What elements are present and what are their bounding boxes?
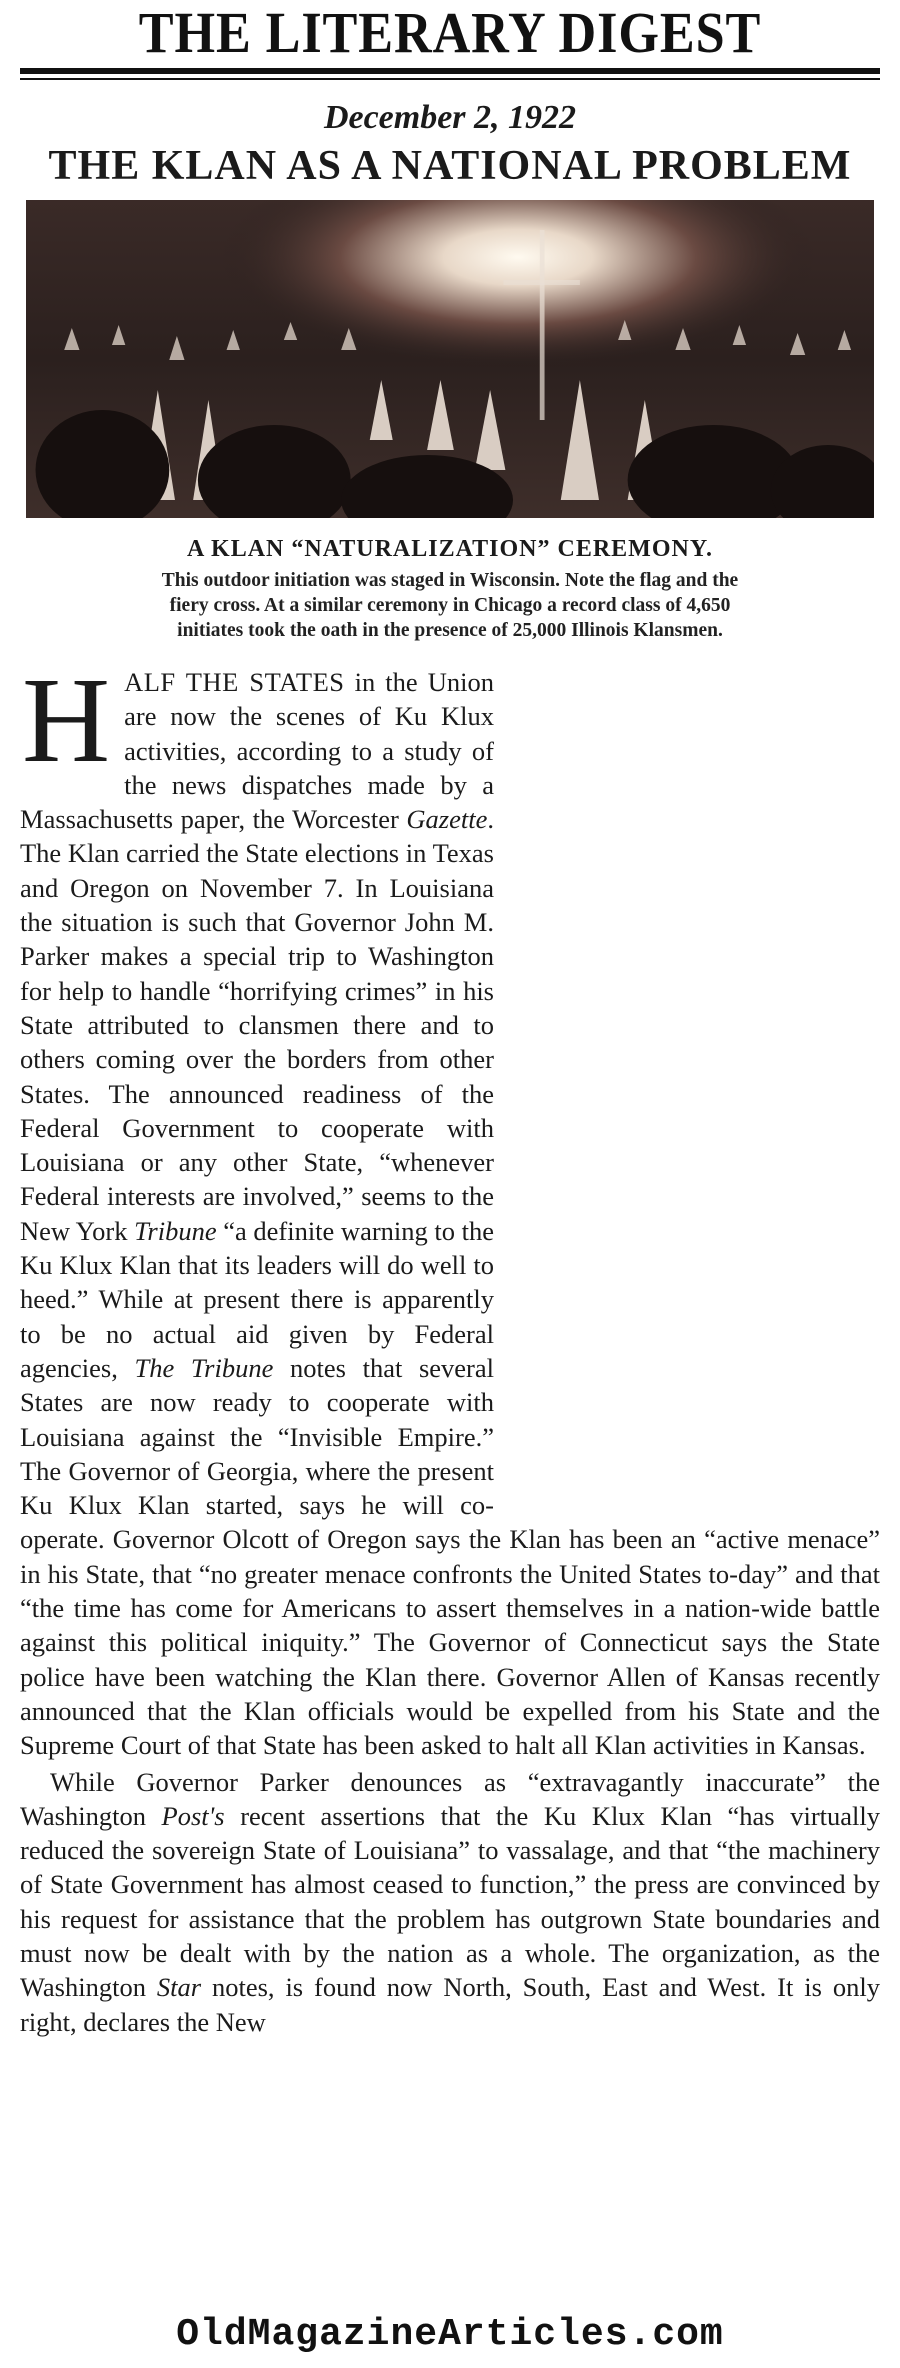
publication-name: Star: [156, 1972, 202, 2003]
publication-name: Post's: [161, 1800, 225, 1831]
text-run: “a definite warning to the Ku Klux Klan that its leaders will do well to heed.” While at present there is apparently to be no actual aid given by Federal agencies,: [20, 1215, 495, 1383]
text-run: notes that several States are now ready to cooperate with Louisiana against the “Invisible Empire.” The Governor of Georgia, where the present Ku Klux Klan started, says he will cooperate. Governor Olcott of Oregon says the Klan has been an “active menace” in his State, that “no greater menace confronts the United States to-day” and that “the time has come for Americans to assert themselves in a nation-wide battle against this political iniquity.” The Governor of Connecticut says the State police have been watching the Klan there. Governor Allen of Kansas recently announced that the Klan officials would be expelled from his State and the Supreme Court of that State has been asked to halt all Klan activities in Kansas.: [20, 1352, 880, 1761]
image-gap: [510, 768, 880, 1488]
photo-caption-line: initiates took the oath in the presence of 25,000 Illinois Klansmen.: [177, 620, 723, 641]
text-run: notes, is found now North, South, East and West. It is only right, declares the New: [20, 1972, 880, 2037]
article-headline: THE KLAN AS A NATIONAL PROBLEM: [48, 143, 852, 189]
text-run: While Governor Parker denounces as “extravagantly inaccurate” the Washington: [20, 1766, 880, 1831]
publication-name: The Tribune: [134, 1352, 274, 1383]
source-watermark: OldMagazineArticles.com: [176, 2313, 724, 2356]
publication-name: Gazette: [406, 804, 488, 835]
drop-cap: H: [22, 653, 111, 788]
masthead-rule-thick: [20, 68, 880, 74]
photo-caption-text: [40, 568, 860, 643]
publication-name: Tribune: [134, 1215, 217, 1246]
masthead: THE LITERARY DIGEST: [138, 0, 762, 65]
lead-caps: ALF THE STATES: [124, 667, 345, 697]
photo-caption-line: This outdoor initiation was staged in Wisconsin. Note the flag and the: [161, 570, 739, 591]
photo-caption-line: fiery cross. At a similar ceremony in Chicago a record class of 4,650: [169, 595, 731, 616]
ceremony-photo: [26, 200, 874, 518]
text-run: . The Klan carried the State elections in Texas and Oregon on November 7. In Louisiana the situation is such that Governor John M. Parker makes a special trip to Washington for help to handle “horrifying crimes” in his State attributed to clansmen there and to others coming over the borders from other States. The announced readiness of the Federal Government to cooperate with Louisiana or any other State, “whenever Federal interests are involved,” seems to the New York: [20, 804, 494, 1246]
photo-caption-title: A KLAN “NATURALIZATION” CEREMONY.: [187, 536, 713, 562]
ceremony-photo-image: [26, 200, 874, 518]
dateline: December 2, 1922: [323, 99, 577, 136]
text-run: in the Union are now the scenes of Ku Klux activities, according to a study of the news dispatches made by a Massachusetts paper, the Worcester: [20, 667, 494, 835]
article-paragraph: [20, 1765, 880, 2039]
masthead-rule-thin: [20, 78, 880, 80]
article-body: [20, 653, 880, 2039]
text-run: recent assertions that the Ku Klux Klan “has virtually reduced the sovereign State of Louisiana” to vassalage, and that “the machinery of State Government has almost ceased to function,” the press are convinced by his request for assistance that the problem has outgrown State boundaries and must now be dealt with by the nation as a whole. The organization, as the Washington: [20, 1800, 880, 2003]
